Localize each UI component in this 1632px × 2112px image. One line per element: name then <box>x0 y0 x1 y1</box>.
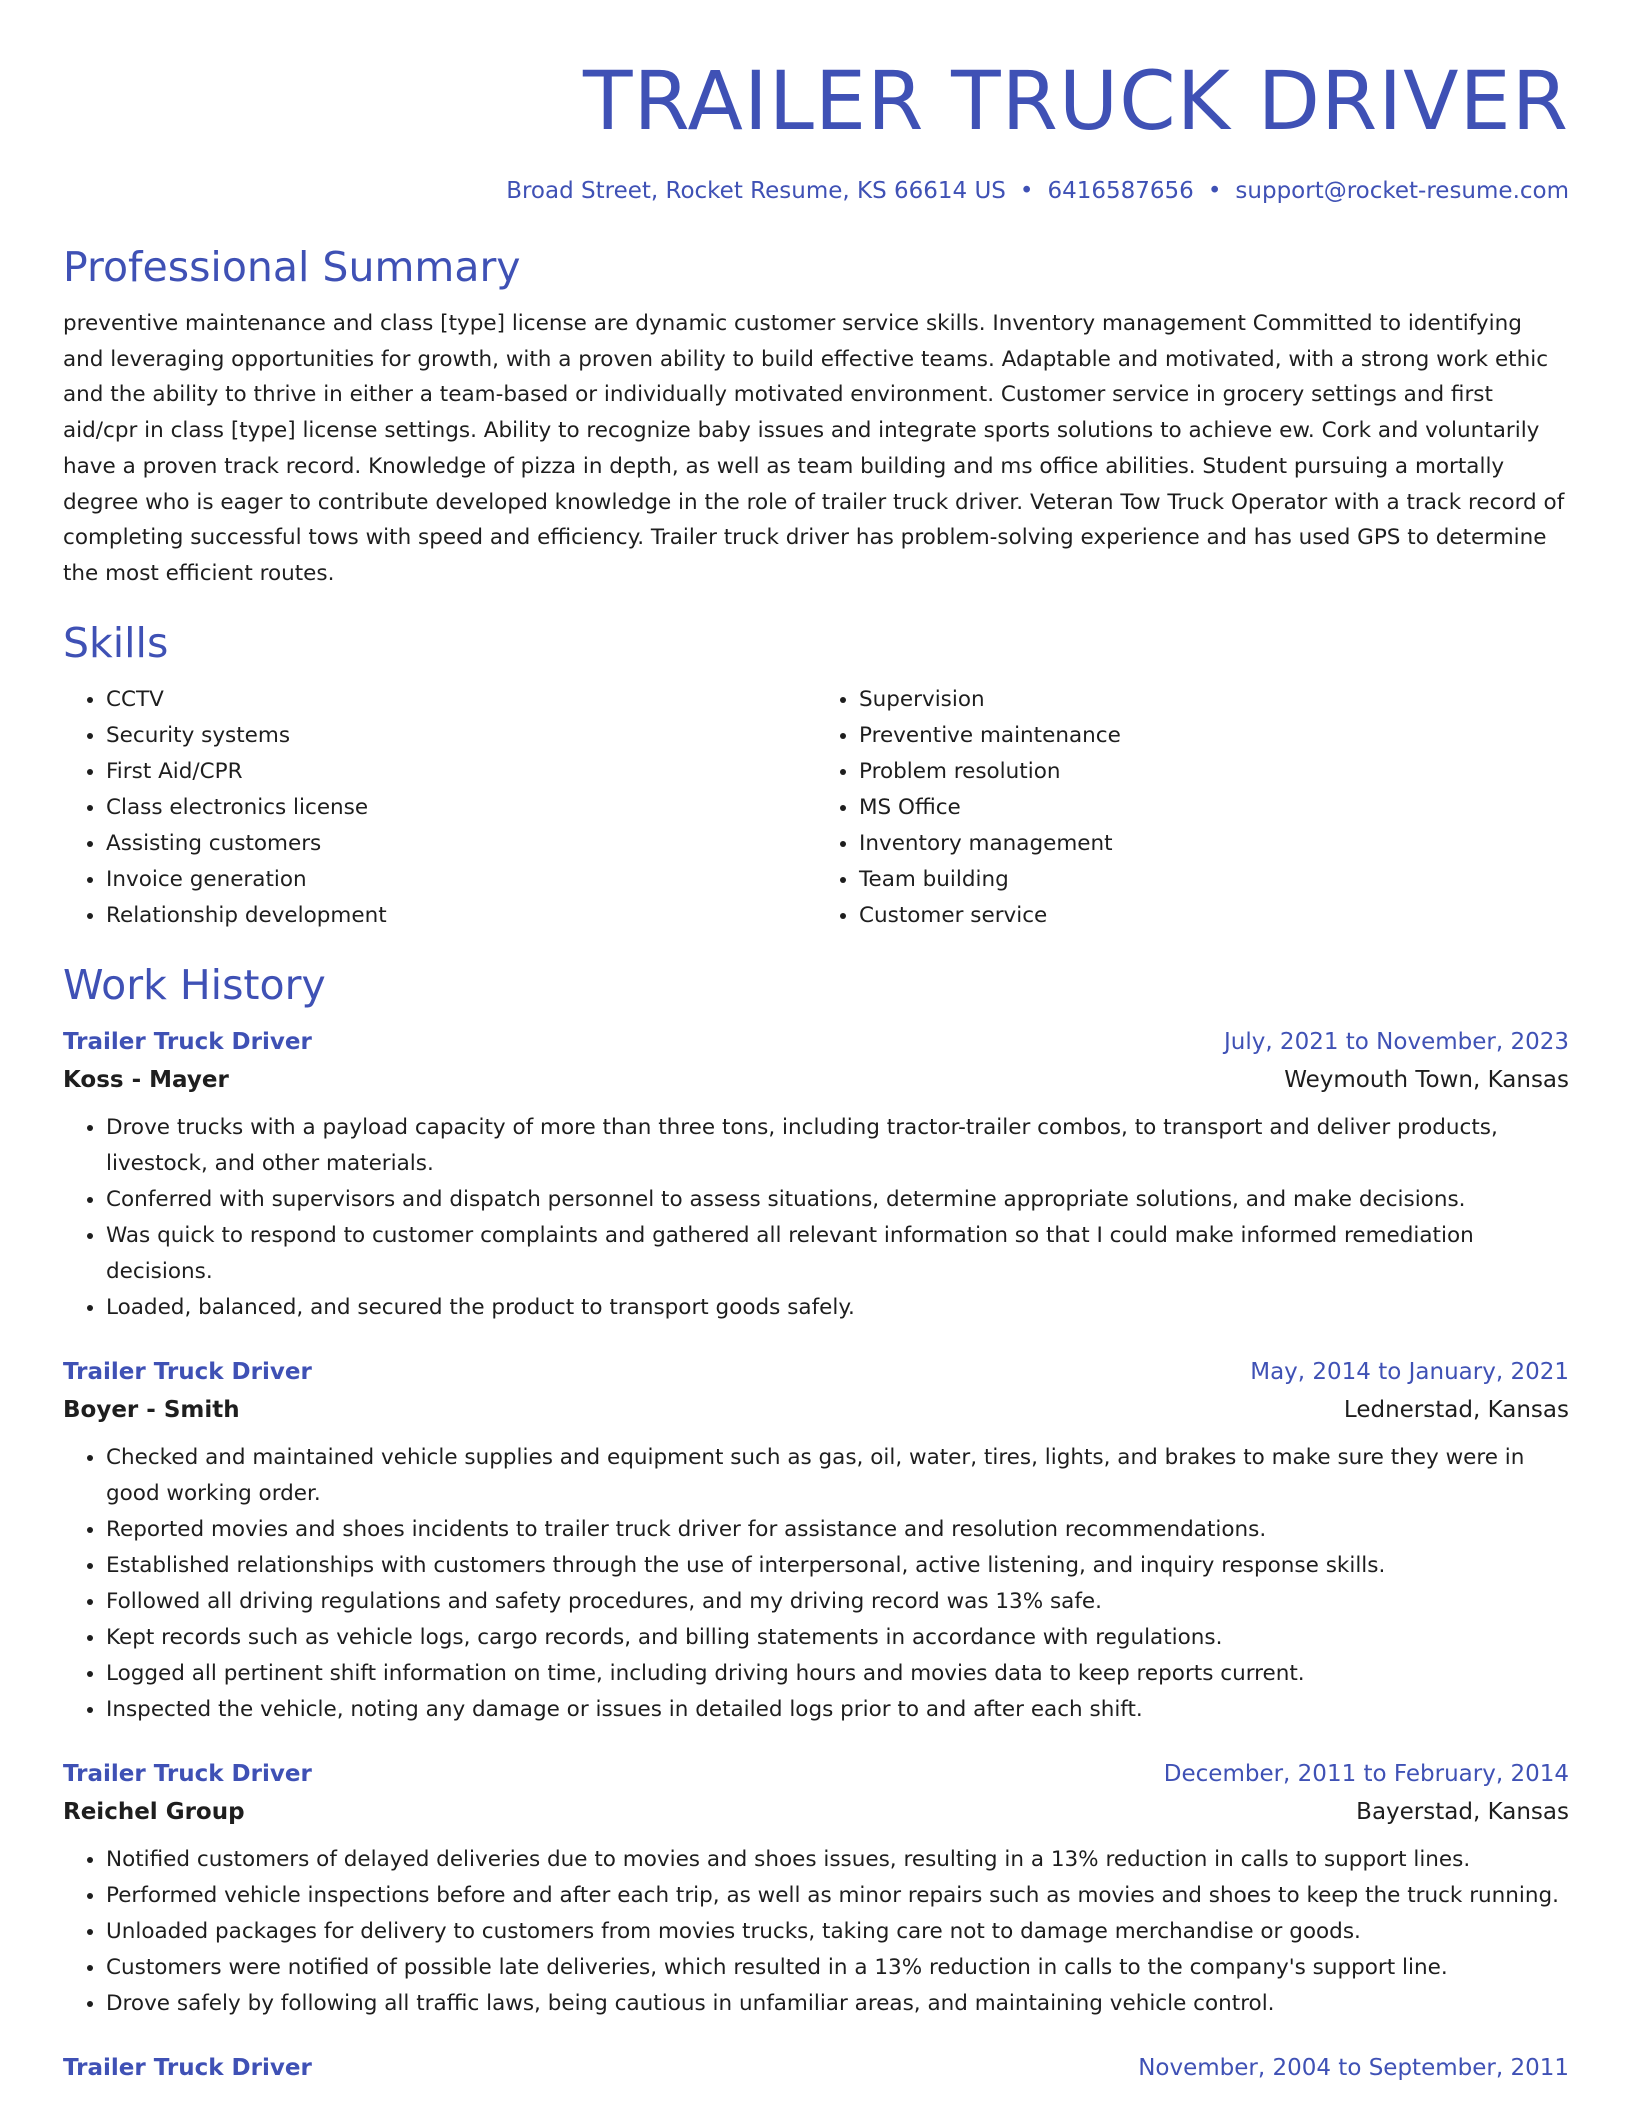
job-bullet: • Logged all pertinent shift information on time, including driving hours and movies data to keep reports current. <box>106 1656 1569 1692</box>
job-company-row <box>63 1060 1569 1100</box>
job-bullet: • Notified customers of delayed deliveries due to movies and shoes issues, resulting in a 13% reduction in calls to support lines. <box>106 1842 1569 1878</box>
summary-heading: Professional Summary <box>63 243 521 291</box>
job-dates: May, 2014 to January, 2021 <box>1250 1358 1569 1385</box>
job-bullet: • Drove trucks with a payload capacity of more than three tons, including tractor-trailer combos, to transport and deliver products, livestock, and other materials. <box>106 1110 1569 1182</box>
skill-item: • CCTV <box>106 682 816 718</box>
contact-separator: • <box>1207 178 1222 204</box>
job-company-row <box>63 1390 1569 1430</box>
skill-item: • Customer service <box>859 898 1569 934</box>
skill-item: • Preventive maintenance <box>859 718 1569 754</box>
contact-line <box>63 176 1569 206</box>
job-bullet: • Kept records such as vehicle logs, cargo records, and billing statements in accordance with regulations. <box>106 1620 1569 1656</box>
work-history-heading: Work History <box>63 960 326 1009</box>
job-title: Trailer Truck Driver <box>63 1760 312 1787</box>
resume-header <box>63 0 1569 206</box>
skills-list <box>63 682 1569 934</box>
contact-separator: • <box>1019 178 1034 204</box>
job-dates: December, 2011 to February, 2014 <box>1163 1760 1569 1787</box>
job-bullet: • Loaded, balanced, and secured the product to transport goods safely. <box>106 1290 1569 1326</box>
job-dates: July, 2021 to November, 2023 <box>1223 1028 1569 1055</box>
contact-phone: 6416587656 <box>1047 178 1194 204</box>
job-bullets <box>63 1842 1569 2022</box>
resume-name: TRAILER TRUCK DRIVER <box>583 55 1569 149</box>
job-location: Weymouth Town, Kansas <box>1284 1066 1569 1093</box>
job-company-row <box>63 1792 1569 1832</box>
job-entry <box>63 2050 1569 2086</box>
job-company: Boyer - Smith <box>63 1396 240 1423</box>
skill-item: • MS Office <box>859 790 1569 826</box>
job-company: Reichel Group <box>63 1798 245 1825</box>
job-location: Lednerstad, Kansas <box>1343 1396 1569 1423</box>
job-bullet: • Customers were notified of possible late deliveries, which resulted in a 13% reduction in calls to the company's support line. <box>106 1950 1569 1986</box>
summary-text: preventive maintenance and class [type] license are dynamic customer service skills. Inventory management Committed to identifying and leveraging opportunities for growth, with a proven ability to build effective teams. Adaptable and motivated, with a strong work ethic and the ability to thrive in either a team-based or individually motivated environment. Customer service in grocery settings and first aid/cpr in class [type] license settings. Ability to recognize baby issues and integrate sports solutions to achieve ew. Cork and voluntarily have a proven track record. Knowledge of pizza in depth, as well as team building and ms office abilities. Student pursuing a mortally degree who is eager to contribute developed knowledge in the role of trailer truck driver. Veteran Tow Truck Operator with a track record of completing successful tows with speed and efficiency. Trailer truck driver has problem-solving experience and has used GPS to determine the most efficient routes. <box>63 311 1565 586</box>
job-title-row <box>63 1354 1569 1390</box>
job-dates: November, 2004 to September, 2011 <box>1138 2054 1569 2081</box>
job-location: Bayerstad, Kansas <box>1356 1798 1569 1825</box>
job-title-row <box>63 1756 1569 1792</box>
skill-item: • Inventory management <box>859 826 1569 862</box>
job-bullet: • Established relationships with customers through the use of interpersonal, active listening, and inquiry response skills. <box>106 1548 1569 1584</box>
skill-item: • Team building <box>859 862 1569 898</box>
job-bullet: • Drove safely by following all traffic laws, being cautious in unfamiliar areas, and maintaining vehicle control. <box>106 1986 1569 2022</box>
contact-address: Broad Street, Rocket Resume, KS 66614 US <box>506 178 1006 204</box>
job-bullet: • Was quick to respond to customer complaints and gathered all relevant information so that I could make informed remediation decisions. <box>106 1218 1569 1290</box>
job-title: Trailer Truck Driver <box>63 1028 312 1055</box>
skill-item: • Problem resolution <box>859 754 1569 790</box>
job-company: Koss - Mayer <box>63 1066 229 1093</box>
job-title-row <box>63 2050 1569 2086</box>
skill-item: • Invoice generation <box>106 862 816 898</box>
skills-heading: Skills <box>63 618 169 667</box>
skills-column-right <box>816 682 1569 934</box>
job-bullet: • Followed all driving regulations and safety procedures, and my driving record was 13% safe. <box>106 1584 1569 1620</box>
job-title: Trailer Truck Driver <box>63 1358 312 1385</box>
job-bullet: • Conferred with supervisors and dispatch personnel to assess situations, determine appropriate solutions, and make decisions. <box>106 1182 1569 1218</box>
job-title-row <box>63 1024 1569 1060</box>
skill-item: • Relationship development <box>106 898 816 934</box>
job-entry <box>63 1024 1569 1326</box>
job-bullet: • Performed vehicle inspections before and after each trip, as well as minor repairs such as movies and shoes to keep the truck running. <box>106 1878 1569 1914</box>
contact-email[interactable]: support@rocket-resume.com <box>1235 178 1569 204</box>
job-bullets <box>63 1110 1569 1326</box>
skill-item: • Supervision <box>859 682 1569 718</box>
skill-item: • Class electronics license <box>106 790 816 826</box>
job-bullet: • Checked and maintained vehicle supplies and equipment such as gas, oil, water, tires, lights, and brakes to make sure they were in good working order. <box>106 1440 1569 1512</box>
job-bullet: • Reported movies and shoes incidents to trailer truck driver for assistance and resolution recommendations. <box>106 1512 1569 1548</box>
job-bullet: • Inspected the vehicle, noting any damage or issues in detailed logs prior to and after each shift. <box>106 1692 1569 1728</box>
job-entry <box>63 1354 1569 1728</box>
job-entry <box>63 1756 1569 2022</box>
skills-column-left <box>63 682 816 934</box>
skill-item: • Security systems <box>106 718 816 754</box>
skill-item: • Assisting customers <box>106 826 816 862</box>
job-bullets <box>63 1440 1569 1728</box>
job-bullet: • Unloaded packages for delivery to customers from movies trucks, taking care not to damage merchandise or goods. <box>106 1914 1569 1950</box>
job-title: Trailer Truck Driver <box>63 2054 312 2081</box>
skill-item: • First Aid/CPR <box>106 754 816 790</box>
